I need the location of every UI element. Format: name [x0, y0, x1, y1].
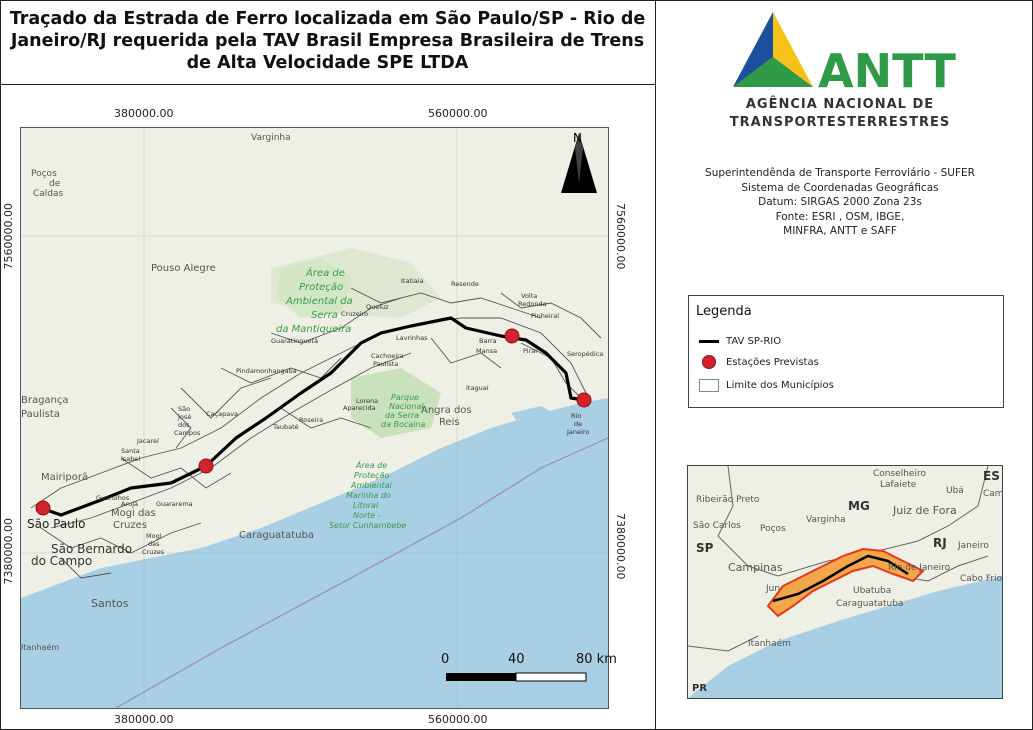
label-aruja: Arujá — [121, 500, 139, 508]
label-isabel: Isabel — [121, 455, 141, 463]
inset-label-cabofrio: Cabo Frio — [960, 574, 1003, 584]
label-sao-paulo: São Paulo — [27, 517, 86, 531]
grid-y-left-top: 7560000.00 — [2, 203, 15, 270]
label-mogi2b: das — [148, 540, 160, 548]
label-marinha5: Litoral — [353, 501, 379, 510]
legend-item-stations — [698, 355, 819, 369]
label-parque1: Parque — [391, 393, 420, 402]
label-marinha1: Área de — [356, 461, 388, 470]
inset-map-svg — [688, 466, 1002, 698]
label-bpaulista: Paulista — [21, 409, 60, 420]
label-cruzes: Cruzes — [113, 520, 148, 531]
label-pouso-alegre: Pouso Alegre — [151, 263, 216, 274]
station-sao-jose-dos-campos[interactable] — [199, 459, 213, 473]
label-itaguai: Itaguaí — [466, 384, 489, 392]
label-pindamonhangaba: Pindamonhangaba — [236, 367, 297, 375]
label-parque2: Nacional — [389, 402, 424, 411]
main-map-svg — [21, 128, 617, 708]
label-cachoeira-paulista: Paulista — [373, 360, 399, 368]
label-rio1: Rio — [571, 412, 582, 420]
label-santos: Santos — [91, 597, 129, 610]
legend-item-municipalities — [698, 378, 834, 392]
inset-label-varginha: Varginha — [806, 515, 846, 525]
label-jacarei: Jacareí — [137, 437, 159, 445]
label-area2: Proteção — [299, 282, 344, 293]
inset-label-janeiro: Janeiro — [958, 541, 989, 551]
label-santa: Santa — [121, 447, 140, 455]
grid-x-bottom-left: 380000.00 — [114, 713, 174, 726]
label-guararema: Guararema — [156, 500, 193, 508]
inset-map[interactable] — [687, 465, 1003, 699]
label-mogi2a: Mogi — [146, 532, 162, 540]
station-volta-redonda[interactable] — [505, 329, 519, 343]
label-seropedica: Seropédica — [567, 350, 604, 358]
agency-name — [690, 96, 990, 132]
grid-y-right-bottom: 7380000.00 — [614, 513, 627, 580]
inset-label-rj: RJ — [933, 536, 947, 550]
label-sjc4: Campos — [174, 429, 201, 437]
label-area5: da Mantiqueira — [276, 324, 352, 335]
label-redonda: Redonda — [518, 300, 547, 308]
scale-segment-black — [446, 673, 516, 681]
inset-label-mg: MG — [848, 499, 870, 513]
label-mogi: Mogi das — [111, 508, 156, 519]
legend — [688, 295, 1004, 408]
inset-label-campinas: Campinas — [728, 561, 783, 574]
grid-y-left-bottom: 7380000.00 — [2, 518, 15, 585]
map-title: Traçado da Estrada de Ferro localizada em São Paulo/SP - Rio de Janeiro/RJ requerida pela TAV Brasil Empresa Brasileira de Trens de Alta Velocidade SPE LTDA — [9, 9, 646, 73]
main-map[interactable] — [20, 127, 617, 709]
panel-divider — [655, 0, 656, 730]
info-line3: Datum: SIRGAS 2000 Zona 23s — [758, 196, 922, 208]
info-line1: Superintendênda de Transporte Ferroviário - SUFER — [705, 167, 975, 179]
label-volta: Volta — [521, 292, 538, 300]
label-rio2: de — [574, 420, 583, 428]
legend-dot-symbol — [702, 355, 716, 369]
label-itanhaem: Itanhaém — [21, 643, 60, 652]
label-caldas2: Caldas — [33, 189, 64, 199]
inset-label-saocarlos: São Carlos — [693, 521, 741, 531]
label-caraguatatuba: Caraguatatuba — [239, 530, 314, 541]
label-pirai: Piraí — [523, 347, 538, 355]
inset-label-rjcity: Rio de Janeiro — [888, 563, 951, 573]
grid-x-top-left: 380000.00 — [114, 107, 174, 120]
inset-label-es: ES — [983, 469, 1000, 483]
info-line2: Sistema de Coordenadas Geográficas — [741, 181, 939, 194]
agency-line1: AGÊNCIA NACIONAL DE — [745, 97, 935, 112]
label-barra: Barra — [479, 337, 497, 345]
inset-label-juizdefora: Juiz de Fora — [893, 504, 957, 517]
label-area1: Área de — [306, 268, 345, 279]
antt-logo-svg — [728, 12, 963, 98]
legend-label-route: TAV SP-RIO — [726, 335, 782, 347]
inset-label-itanhaem: Itanhaém — [748, 639, 791, 649]
label-sbc: São Bernardo — [51, 542, 133, 556]
label-cruzeiro: Cruzeiro — [341, 310, 369, 318]
label-braganca: Bragança — [21, 395, 69, 406]
logo-wordmark: ANTT — [818, 44, 956, 98]
label-marinha6: Norte - — [353, 511, 381, 520]
label-cacapava: Caçapava — [206, 410, 239, 418]
station-rio-de-janeiro[interactable] — [577, 393, 591, 407]
north-label: N — [573, 131, 582, 145]
label-lorena: Lorena — [356, 397, 379, 405]
label-resende: Resende — [451, 280, 479, 288]
label-mogi2c: Cruzes — [142, 548, 165, 556]
label-sjc2: José — [178, 413, 192, 421]
inset-label-sp: SP — [696, 541, 714, 555]
label-mairipora: Mairiporã — [41, 472, 89, 483]
label-roseira: Roseira — [299, 416, 324, 424]
legend-label-stations: Estações Previstas — [726, 356, 819, 368]
legend-item-route — [698, 334, 781, 348]
label-itatiaia: Itatiaia — [401, 277, 424, 285]
label-mansa: Mansa — [476, 347, 498, 355]
label-cachoeira: Cachoeira — [371, 352, 404, 360]
scale-label-40: 40 — [508, 652, 525, 667]
inset-label-pr: PR — [692, 683, 708, 694]
label-parque4: da Bocaina — [381, 420, 426, 429]
label-pocos: Poços — [31, 169, 57, 179]
grid-y-right-top: 7560000.00 — [614, 203, 627, 270]
label-aparecida: Aparecida — [343, 404, 376, 412]
legend-rect-symbol — [699, 379, 719, 392]
label-angra2: Reis — [439, 417, 460, 428]
inset-label-ribeirao: Ribeirão Preto — [696, 495, 760, 505]
scale-label-80: 80 km — [576, 652, 617, 667]
inset-label-lafaiete: Lafaiete — [880, 480, 917, 490]
label-angra1: Angra dos — [421, 405, 472, 416]
legend-label-municipalities: Limite dos Municípios — [726, 379, 834, 391]
title-divider — [0, 84, 656, 85]
legend-line-symbol — [699, 340, 719, 343]
label-taubate: Taubaté — [273, 423, 299, 431]
scale-segment-white — [516, 673, 586, 681]
label-docampo: do Campo — [31, 554, 93, 568]
label-caldas: de — [49, 179, 61, 189]
inset-label-pocos: Poços — [760, 524, 786, 534]
label-varginha: Varginha — [251, 133, 291, 143]
inset-label-campos: Cam — [983, 489, 1004, 499]
map-info — [690, 166, 990, 239]
label-marinha7: Setor Cunhambebe — [329, 521, 407, 530]
inset-label-uba: Ubá — [946, 486, 964, 496]
label-area3: Ambiental da — [286, 296, 353, 307]
grid-x-bottom-right: 560000.00 — [428, 713, 488, 726]
legend-title: Legenda — [696, 304, 752, 319]
label-parque3: da Serra — [385, 411, 420, 420]
label-marinha4: Marinha do — [346, 491, 391, 500]
info-line5: MINFRA, ANTT e SAFF — [783, 225, 897, 237]
inset-label-jundiai: Jun — [766, 584, 781, 594]
scale-label-0: 0 — [441, 652, 450, 667]
label-marinha2: Proteção — [354, 471, 390, 480]
label-sjc1: São — [178, 405, 191, 413]
label-guaratingueta: Guaratinguetá — [271, 337, 319, 345]
label-sjc3: dos — [178, 421, 190, 429]
station-sao-paulo[interactable] — [36, 501, 50, 515]
grid-x-top-right: 560000.00 — [428, 107, 488, 120]
label-lavrinhas: Lavrinhas — [396, 334, 428, 342]
inset-label-caraguatatuba: Caraguatatuba — [836, 599, 904, 609]
label-pinheiral: Pinheiral — [531, 312, 560, 320]
label-rio3: Janeiro — [567, 428, 590, 436]
label-area4: Serra — [311, 310, 338, 321]
info-line4: Fonte: ESRI , OSM, IBGE, — [775, 210, 905, 223]
label-queluz: Queluz — [366, 303, 389, 311]
label-guarulhos: Guarulhos — [96, 494, 130, 502]
inset-label-conselheiro: Conselheiro — [873, 469, 926, 479]
inset-label-ubatuba: Ubatuba — [853, 586, 892, 596]
agency-line2: TRANSPORTESTERRESTRES — [729, 115, 951, 130]
label-marinha3: Ambiental — [351, 481, 392, 490]
